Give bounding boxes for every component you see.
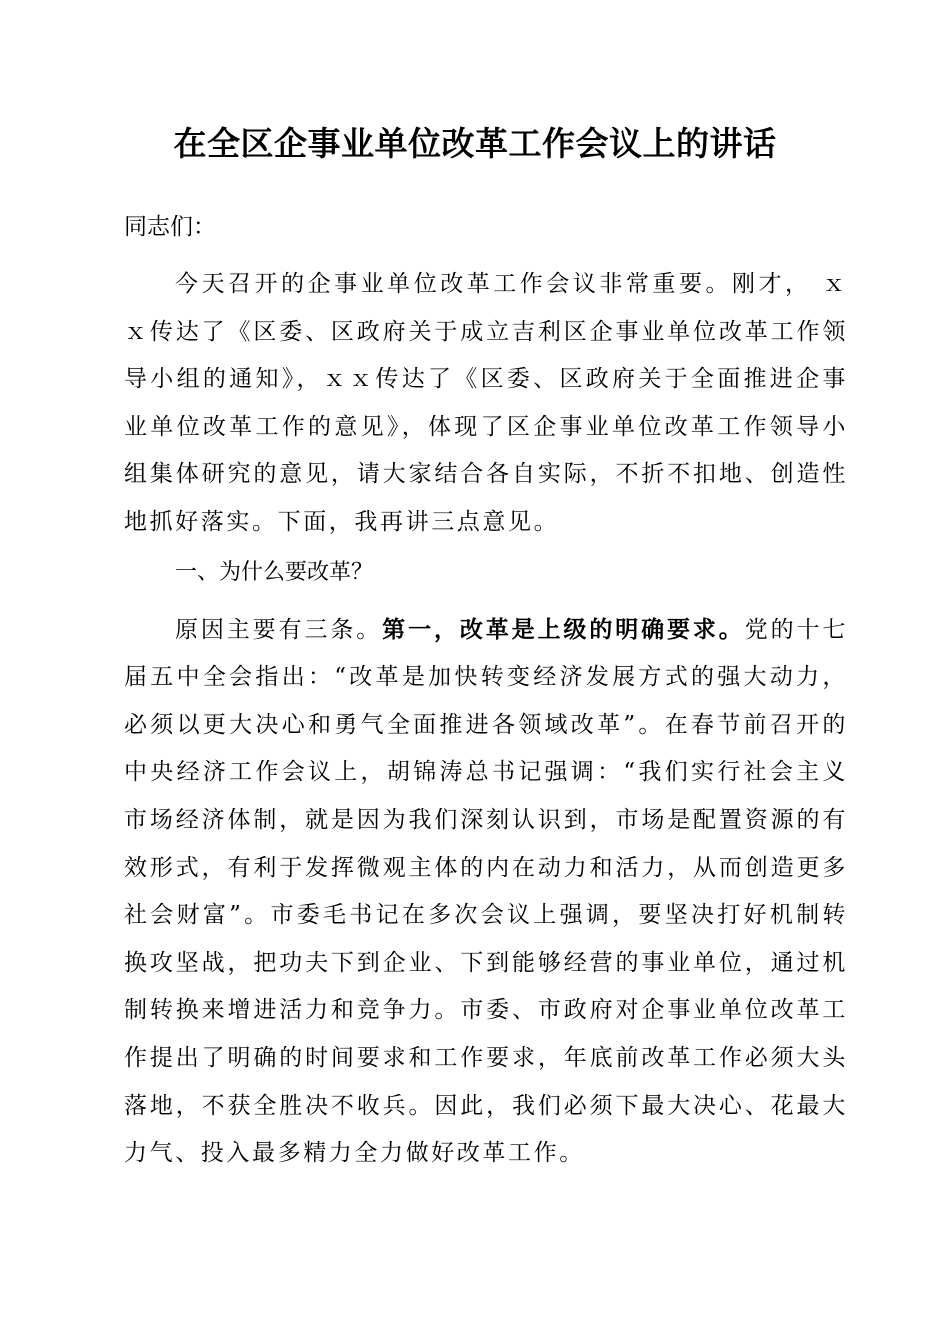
paragraph-lead: 原因主要有三条。 bbox=[175, 616, 383, 643]
paragraph-emphasis: 第一，改革是上级的明确要求。 bbox=[382, 615, 745, 643]
paragraph-text: 党的十七届五中全会指出：“改革是加快转变经济发展方式的强大动力，必须以更大决心和勇气全面推进各领域改革”。在春节前召开的中央经济工作会议上，胡锦涛总书记强调：“我们实行社会主义市场经济体制，就是因为我们深刻认识到，市场是配置资源的有效形式，有利于发挥微观主体的内在动力和活力，从而创造更多社会财富”。市委毛书记在多次会议上强调，要坚决打好机制转换攻坚战，把功夫下到企业、下到能够经营的事业单位，通过机制转换来增进活力和竞争力。市委、市政府对企事业单位改革工作提出了明确的时间要求和工作要求，年底前改革工作必须大头落地，不获全胜决不收兵。因此，我们必须下最大决心、花最大力气、投入最多精力全力做好改革工作。 bbox=[124, 616, 848, 1167]
document-title: 在全区企事业单位改革工作会议上的讲话 bbox=[173, 124, 777, 163]
section-paragraph bbox=[124, 597, 848, 1178]
salutation: 同志们： bbox=[124, 214, 216, 240]
intro-paragraph: 今天召开的企事业单位改革工作会议非常重要。刚才， ｘｘ传达了《区委、区政府关于成立吉利区企事业单位改革工作领导小组的通知》，ｘｘ传达了《区委、区政府关于全面推进企事业单位改革工作的意见》，体现了区企事业单位改革工作领导小组集体研究的意见，请大家结合各自实际，不折不扣地、创造性地抓好落实。下面，我再讲三点意见。 bbox=[124, 271, 848, 535]
document-body bbox=[124, 202, 848, 1178]
section-heading: 一、为什么要改革？ bbox=[175, 559, 374, 585]
